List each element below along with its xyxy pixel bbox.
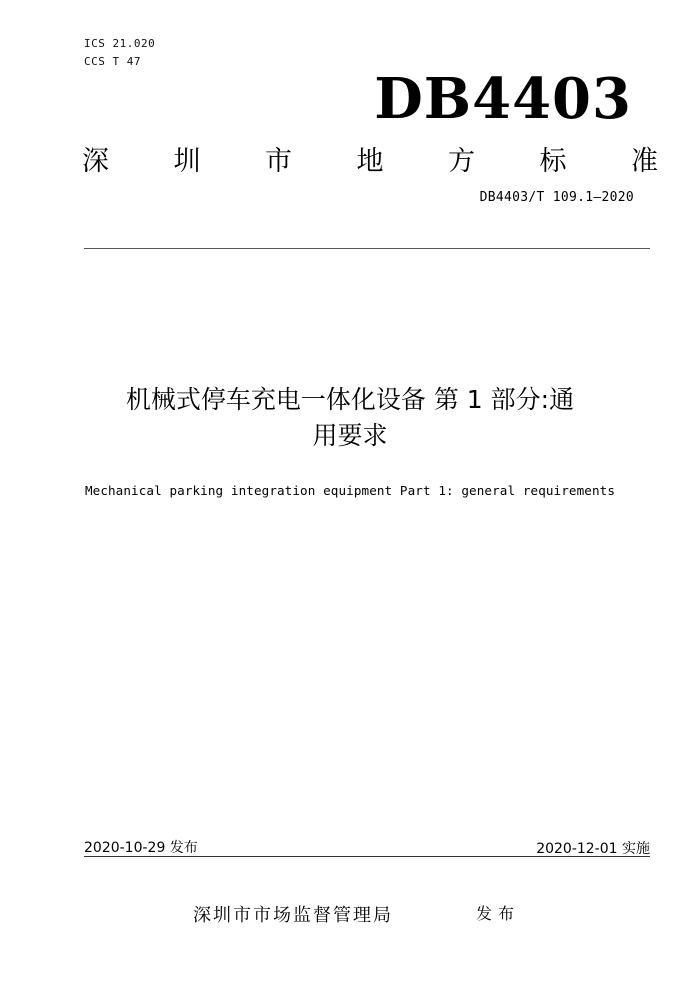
standard-type [82, 144, 658, 180]
footer-divider [84, 856, 650, 857]
document-title-en: Mechanical parking integration equipment Part 1: general requirements [84, 483, 616, 498]
title-cn-line-1: 机械式停车充电一体化设备 第 1 部分:通 [125, 385, 575, 414]
standard-type-char: 方 [448, 146, 475, 177]
standard-type-char: 市 [265, 146, 292, 177]
standard-type-char: 深 [82, 146, 109, 177]
standard-type-char: 圳 [173, 146, 201, 177]
issuing-authority: 深圳市市场监督管理局 [193, 905, 393, 926]
issue-date: 2020-10-29 发布 [84, 840, 198, 856]
ccs-code: CCS T 47 [84, 55, 141, 68]
standard-type-char: 标 [539, 146, 567, 177]
standard-type-char: 准 [631, 146, 658, 177]
header-divider [84, 248, 650, 249]
standard-type-char: 地 [356, 146, 384, 177]
implementation-date: 2020-12-01 实施 [536, 841, 650, 857]
issue-label: 发布 [476, 904, 521, 923]
standard-code: DB4403 [374, 66, 632, 132]
title-cn-line-2: 用要求 [312, 421, 388, 450]
ics-code: ICS 21.020 [84, 37, 156, 50]
standard-number: DB4403/T 109.1—2020 [479, 190, 634, 205]
document-title-cn [50, 382, 650, 454]
